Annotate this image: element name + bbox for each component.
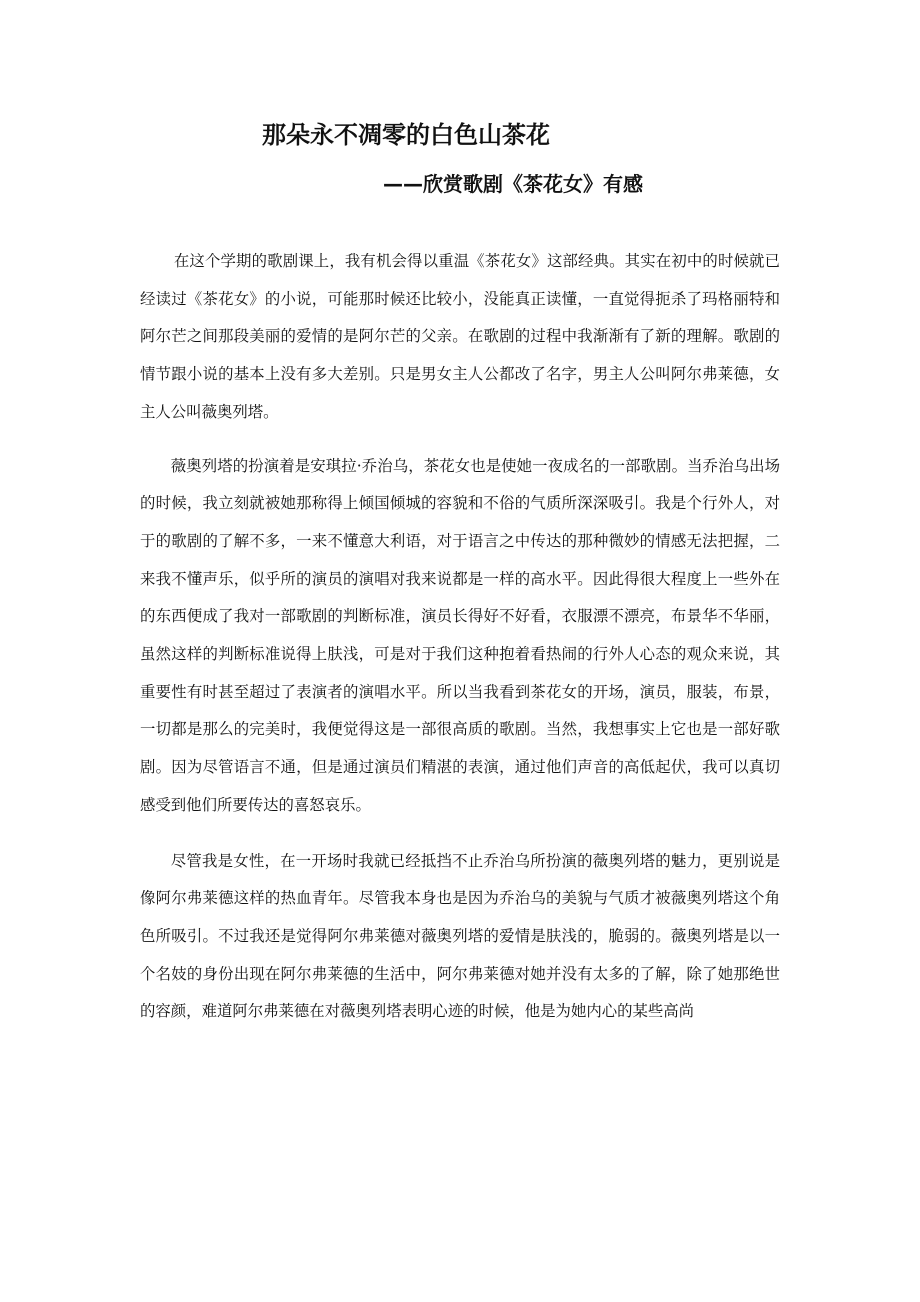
paragraph-1: 在这个学期的歌剧课上，我有机会得以重温《茶花女》这部经典。其实在初中的时候就已经读过《茶花女》的小说，可能那时候还比较小，没能真正读懂，一直觉得扼杀了玛格丽特和阿尔芒之间那段美丽的爱情的是阿尔芒的父亲。在歌剧的过程中我渐渐有了新的理解。歌剧的情节跟小说的基本上没有多大差别。只是男女主人公都改了名字，男主人公叫阿尔弗莱德，女主人公叫薇奥列塔。 (140, 252, 780, 421)
document-subtitle: ——欣赏歌剧《茶花女》有感 (383, 172, 643, 196)
paragraph-2: 薇奥列塔的扮演着是安琪拉·乔治乌，茶花女也是使她一夜成名的一部歌剧。当乔治乌出场的时候，我立刻就被她那称得上倾国倾城的容貌和不俗的气质所深深吸引。我是个行外人，对于的歌剧的了解不多，一来不懂意大利语，对于语言之中传达的那种微妙的情感无法把握，二来我不懂声乐，似乎所的演员的演唱对我来说都是一样的高水平。因此得很大程度上一些外在的东西便成了我对一部歌剧的判断标准，演员长得好不好看，衣服漂不漂亮，布景华不华丽，虽然这样的判断标准说得上肤浅，可是对于我们这种抱着看热闹的行外人心态的观众来说，其重要性有时甚至超过了表演者的演唱水平。所以当我看到茶花女的开场，演员，服装，布景，一切都是那么的完美时，我便觉得这是一部很高质的歌剧。当然，我想事实上它也是一部好歌剧。因为尽管语言不通，但是通过演员们精湛的表演，通过他们声音的高低起伏，我可以真切感受到他们所要传达的喜怒哀乐。 (140, 456, 780, 814)
paragraph-3: 尽管我是女性，在一开场时我就已经抵挡不止乔治乌所扮演的薇奥列塔的魅力，更别说是像阿尔弗莱德这样的热血青年。尽管我本身也是因为乔治乌的美貌与气质才被薇奥列塔这个角色所吸引。不过我还是觉得阿尔弗莱德对薇奥列塔的爱情是肤浅的，脆弱的。薇奥列塔是以一个名妓的身份出现在阿尔弗莱德的生活中，阿尔弗莱德对她并没有太多的了解，除了她那绝世的容颜，难道阿尔弗莱德在对薇奥列塔表明心迹的时候，他是为她内心的某些高尚 (140, 851, 780, 1021)
document-title: 那朵永不凋零的白色山茶花 (262, 121, 550, 149)
document-body (140, 243, 780, 1047)
